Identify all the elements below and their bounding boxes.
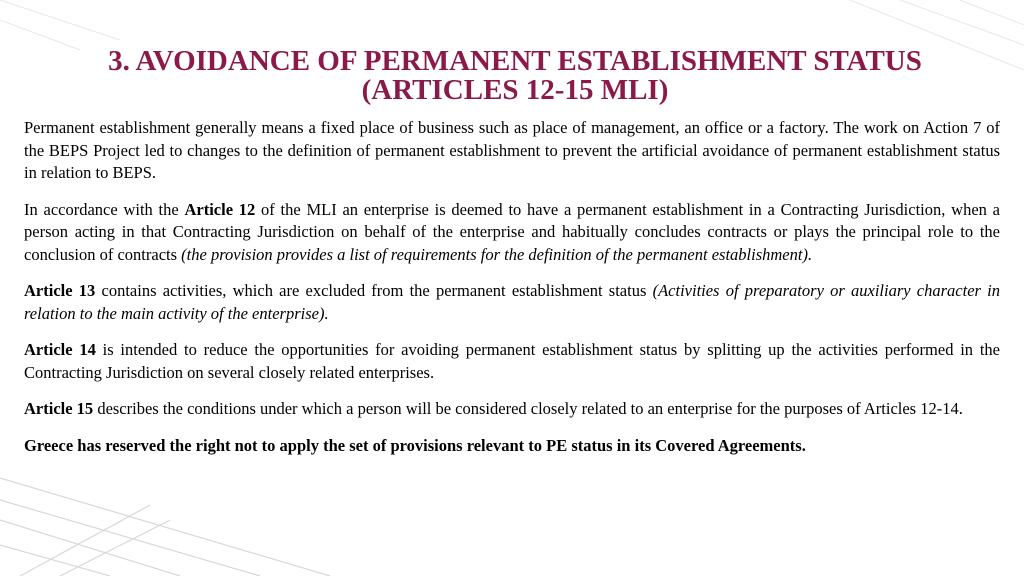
article-14-label: Article 14 [24,340,96,359]
title-line-1: 3. AVOIDANCE OF PERMANENT ESTABLISHMENT STATUS [108,45,922,77]
paragraph-text: is intended to reduce the opportunities for avoiding permanent establishment status by splitting up the activities performed in the Contracting Jurisdiction on several closely related enterprises. [24,340,1000,382]
paragraph-greece-reservation [24,435,1000,458]
paragraph-article-13 [24,280,1000,325]
paragraph-definition [24,117,1000,185]
paragraph-article-12 [24,199,1000,267]
paragraph-text: of the MLI an enterprise is deemed to have a permanent establishment in a Contracting Jurisdiction, when a person acting in that Contracting Jurisdiction on behalf of the enterprise and habitually concludes contracts or plays the principal role to the conclusion of contracts [24,199,1000,264]
paragraph-note: (Activities of preparatory or auxiliary character in relation to the main activity of the enterprise). [24,281,1000,323]
article-13-label: Article 13 [24,281,96,300]
slide-body [24,117,1000,457]
greece-reservation-text: Greece has reserved the right not to apply the set of provisions relevant to PE status in its Covered Agreements. [24,435,806,455]
article-15-label: Article 15 [24,399,94,418]
article-12-label: Article 12 [184,199,256,219]
paragraph-text: describes the conditions under which a person will be considered closely related to an enterprise for the purposes of Articles 12-14. [93,399,963,418]
paragraph-text: Permanent establishment generally means a fixed place of business such as place of management, an office or a factory. The work on Action 7 of the BEPS Project led to changes to the definition of permanent establishment to prevent the artificial avoidance of permanent establishment status in relation to BEPS. [24,118,1000,182]
title-line-2: (ARTICLES 12-15 MLI) [361,74,669,106]
slide-title [40,47,990,105]
paragraph-article-14 [24,339,1000,384]
paragraph-article-15 [24,398,1000,421]
paragraph-note: (the provision provides a list of requirements for the definition of the permanent establishment). [181,244,813,264]
paragraph-text: In accordance with the [24,199,185,219]
paragraph-text: contains activities, which are excluded from the permanent establishment status [95,281,653,300]
